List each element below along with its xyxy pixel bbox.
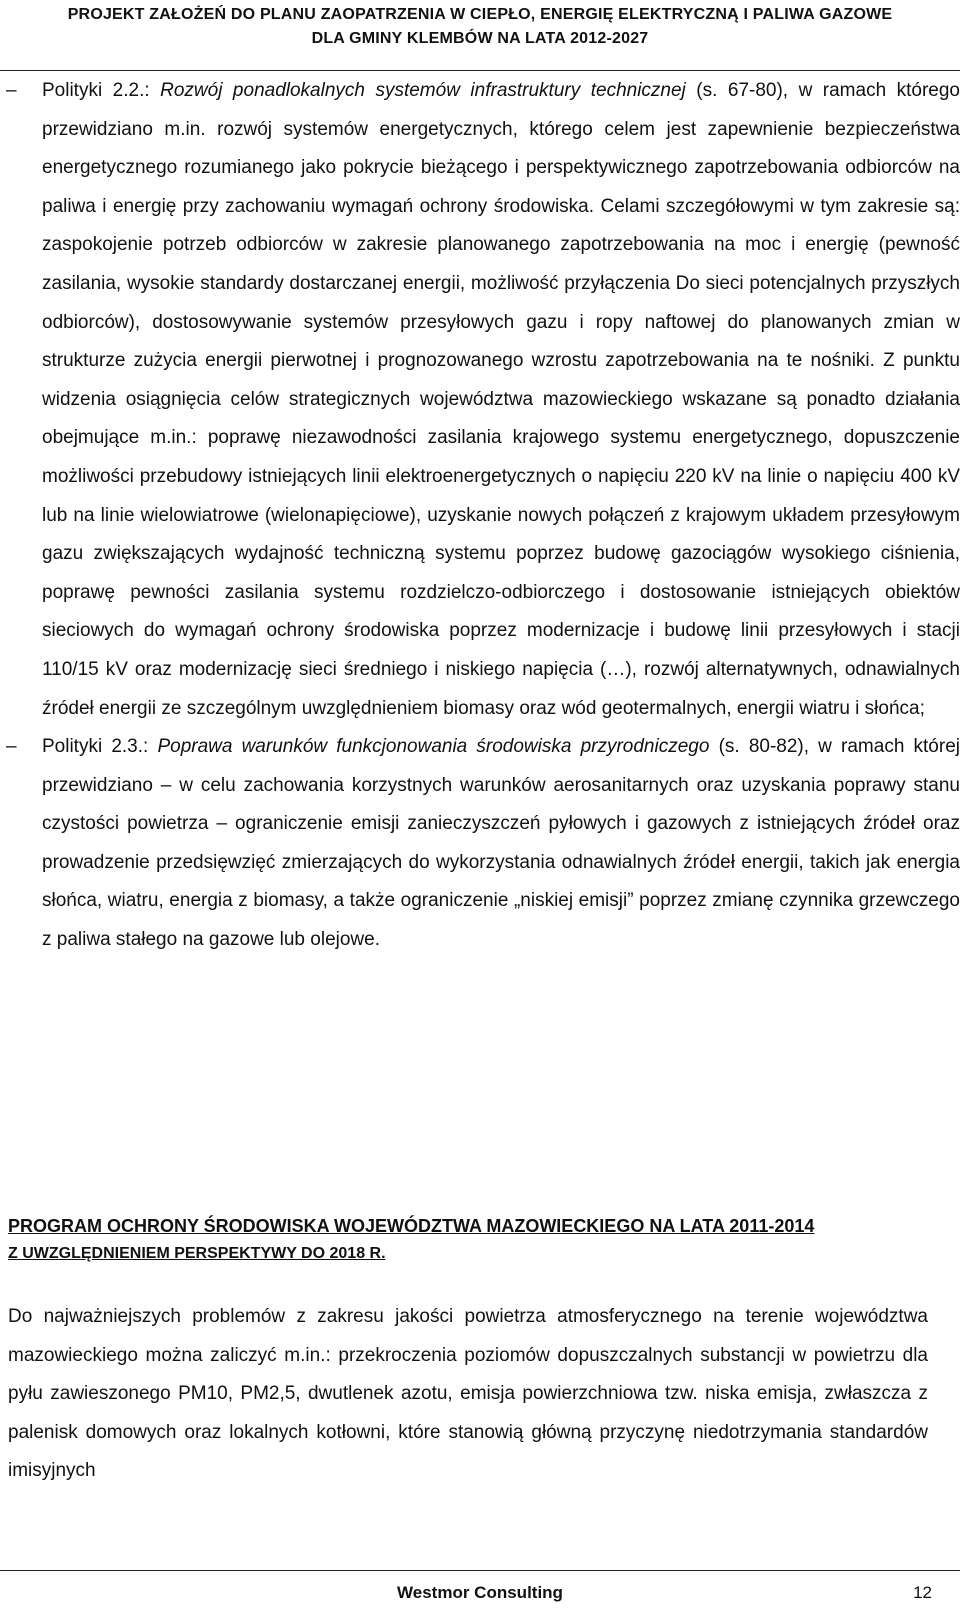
bullet-title: Poprawa warunków funkcjonowania środowiska przyrodniczego <box>157 736 710 758</box>
dash-bullet-icon: – <box>6 80 17 101</box>
section-paragraph: Do najważniejszych problemów z zakresu jakości powietrza atmosferycznego na terenie województwa mazowieckiego można zaliczyć m.in.: przekroczenia poziomów dopuszczalnych substancji w powietrzu dla pyłu zawieszonego PM10, PM2,5, dwutlenek azotu, emisja powierzchniowa tzw. niska emisja, zwłaszcza z palenisk domowych oraz lokalnych kotłowni, które stanowią główną przyczynę niedotrzymania standardów imisyjnych <box>8 1306 928 1482</box>
page-header <box>0 0 960 71</box>
bullet-list <box>0 72 960 960</box>
section-heading-title: PROGRAM OCHRONY ŚRODOWISKA WOJEWÓDZTWA MAZOWIECKIEGO NA LATA 2011-2014 <box>8 1216 815 1236</box>
bullet-prefix: Polityki 2.2.: <box>42 80 161 101</box>
dash-bullet-icon: – <box>6 736 17 758</box>
bullet-body: (s. 67-80), w ramach którego przewidziano m.in. rozwój systemów energetycznych, którego celem jest zapewnienie bezpieczeństwa energetycznego rozumianego jako pokrycie bieżącego i perspektywicznego zapotrzebowania odbiorców na paliwa i energię przy zachowaniu wymagań ochrony środowiska. Celami szczegółowymi w tym zakresie są: zaspokojenie potrzeb odbiorców w zakresie planowanego zapotrzebowania na moc i energię (pewność zasilania, wysokie standardy dostarczanej energii, możliwość przyłączenia Do sieci potencjalnych przyszłych odbiorców), dostosowywanie systemów przesyłowych gazu i ropy naftowej do planowanych zmian w strukturze zużycia energii pierwotnej i prognozowanego wzrostu zapotrzebowania na te nośniki. Z punktu widzenia osiągnięcia celów strategicznych województwa mazowieckiego wskazane są ponadto działania obejmujące m.in.: poprawę niezawodności zasilania krajowego systemu energetycznego, dopuszczenie możliwości przebudowy istniejących linii elektroenergetycznych o napięciu 220 kV na linie o napięciu 400 kV lub na linie wielowiatrowe (wielonapięciowe), uzyskanie nowych połączeń z krajowym układem przesyłowym gazu zwiększających wydajność techniczną systemu poprzez budowę gazociągów wysokiego ciśnienia, poprawę pewności zasilania systemu rozdzielczo-odbiorczego i dostosowanie istniejących obiektów sieciowych do wymagań ochrony środowiska poprzez modernizacje i budowę linii przesyłowych i stacji 110/15 kV oraz modernizację sieci średniego i niskiego napięcia (…), rozwój alternatywnych, odnawialnych źródeł energii ze szczególnym uwzględnieniem biomasy oraz wód geotermalnych, energii wiatru i słońca; <box>42 80 960 719</box>
section-heading-subtitle: Z UWZGLĘDNIENIEM PERSPEKTYWY DO 2018 R. <box>8 1245 386 1262</box>
bullet-item-policy-2-2 <box>0 72 960 728</box>
bullet-title: Rozwój ponadlokalnych systemów infrastruktury technicznej <box>160 80 686 101</box>
page-number: 12 <box>913 1583 932 1602</box>
section-heading <box>8 1212 928 1268</box>
bullet-prefix: Polityki 2.3.: <box>42 736 158 758</box>
page-footer <box>0 1570 960 1618</box>
bullet-body: (s. 80-82), w ramach której przewidziano – w celu zachowania korzystnych warunków aerosanitarnych oraz uzyskania poprawy stanu czystości powietrza – ograniczenie emisji zanieczyszczeń pyłowych i gazowych z istniejących źródeł oraz prowadzenie przedsięwzięć zmierzających do wykorzystania odnawialnych źródeł energii, takich jak energia słońca, wiatru, energia z biomasy, a także ograniczenie „niskiej emisji” poprzez zmianę czynnika grzewczego z paliwa stałego na gazowe lub olejowe. <box>42 736 960 951</box>
header-title-line1: PROJEKT ZAŁOŻEŃ DO PLANU ZAOPATRZENIA W CIEPŁO, ENERGIĘ ELEKTRYCZNĄ I PALIWA GAZOWE <box>67 6 893 23</box>
header-title-line2: DLA GMINY KLEMBÓW NA LATA 2012-2027 <box>311 30 649 47</box>
bullet-item-policy-2-3 <box>0 728 960 960</box>
footer-company: Westmor Consulting <box>397 1583 563 1602</box>
